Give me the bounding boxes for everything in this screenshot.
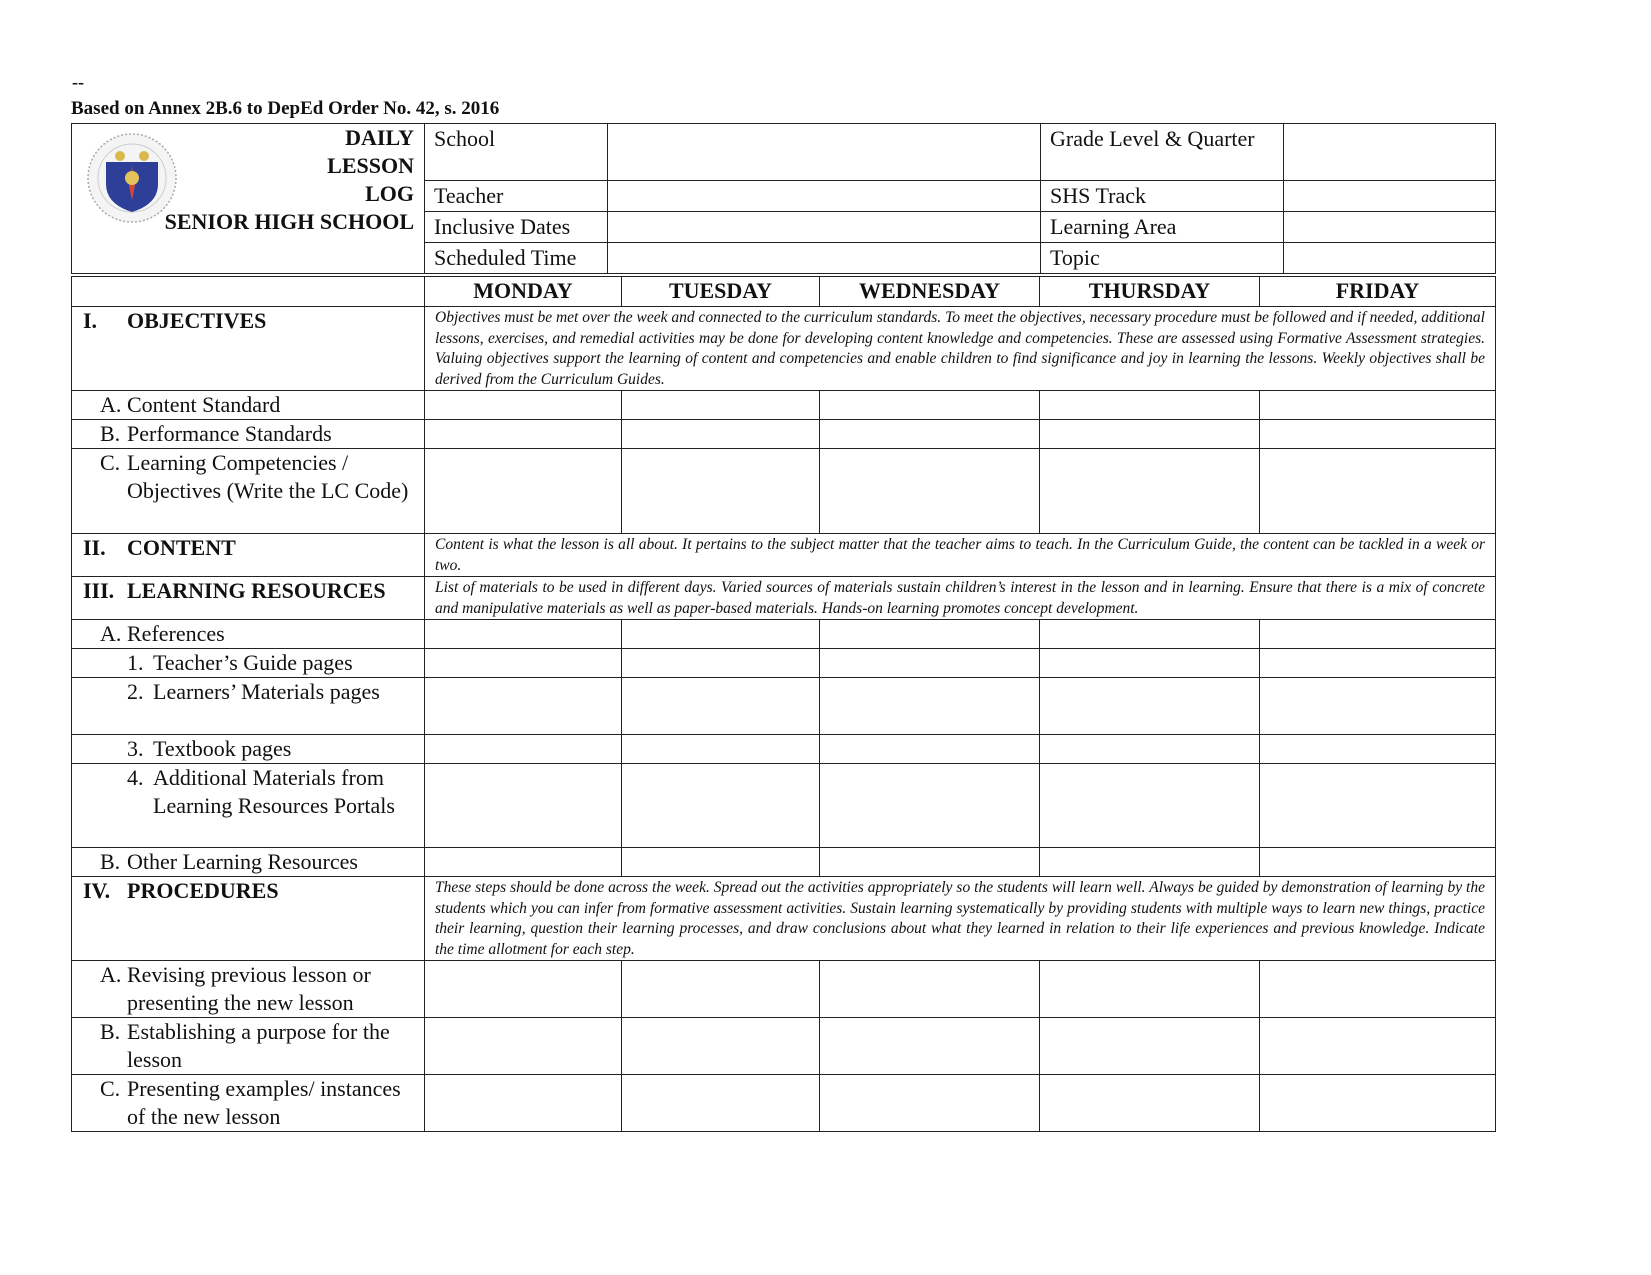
table-row [72,735,1496,764]
corner-cell [72,277,425,307]
section-description: Objectives must be met over the week and connected to the curriculum standards. To meet the objectives, necessary procedure must be followed and if needed, additional lessons, exercises, and remedial activities may be done for developing content knowledge and competencies. These are assessed using Formative Assessment strategies. Valuing objectives support the learning of content and competencies and enable children to find significance and joy in learning the lessons. Weekly objectives shall be derived from the Curriculum Guides. [425,307,1496,391]
section-description: These steps should be done across the week. Spread out the activities appropriately so the students will learn well. Always be guided by demonstration of learning by the students which you can infer from formative assessment activities. Sustain learning systematically by providing students with multiple ways to learn new things, practice their learning, question their learning processes, and draw conclusions about what they learned in relation to their life experiences and previous knowledge. Indicate the time allotment for each step. [425,877,1496,961]
tuesday-entry-cell[interactable] [622,961,820,1018]
thursday-entry-cell[interactable] [1040,420,1260,449]
monday-entry-cell[interactable] [425,764,622,848]
tuesday-entry-cell[interactable] [622,848,820,877]
learning-area-label: Learning Area [1041,212,1284,243]
row-label-cell [72,420,425,449]
table-row [72,1075,1496,1132]
row-number: B. [100,421,121,446]
row-label: Teacher’s Guide pages [153,650,353,675]
row-label: CONTENT [127,535,236,560]
row-label-cell [72,961,425,1018]
table-row [72,420,1496,449]
row-number: B. [100,849,121,874]
friday-entry-cell[interactable] [1260,391,1496,420]
row-label: Establishing a purpose for the lesson [127,1019,390,1072]
scheduled-time-label: Scheduled Time [425,243,608,274]
row-number: II. [83,535,106,560]
friday-entry-cell[interactable] [1260,420,1496,449]
day-tuesday: TUESDAY [622,277,820,307]
row-number: 3. [127,736,144,761]
row-number: III. [83,578,115,603]
thursday-entry-cell[interactable] [1040,735,1260,764]
shs-track-field[interactable] [1284,181,1496,212]
row-label-cell [72,1075,425,1132]
thursday-entry-cell[interactable] [1040,620,1260,649]
wednesday-entry-cell[interactable] [820,848,1040,877]
shs-track-label: SHS Track [1041,181,1284,212]
row-number: 1. [127,650,144,675]
tuesday-entry-cell[interactable] [622,620,820,649]
wednesday-entry-cell[interactable] [820,764,1040,848]
wednesday-entry-cell[interactable] [820,735,1040,764]
row-number: 4. [127,765,144,790]
friday-entry-cell[interactable] [1260,1075,1496,1132]
table-row [72,649,1496,678]
wednesday-entry-cell[interactable] [820,649,1040,678]
row-label-cell [72,449,425,534]
inclusive-dates-label: Inclusive Dates [425,212,608,243]
row-label: References [127,621,225,646]
row-number: I. [83,308,98,333]
row-number: A. [100,962,122,987]
monday-entry-cell[interactable] [425,1075,622,1132]
tuesday-entry-cell[interactable] [622,1075,820,1132]
row-label-cell [72,848,425,877]
friday-entry-cell[interactable] [1260,649,1496,678]
section-description: Content is what the lesson is all about. It pertains to the subject matter that the teacher aims to teach. In the Curriculum Guide, the content can be tackled in a week or two. [425,534,1496,577]
tuesday-entry-cell[interactable] [622,449,820,534]
monday-entry-cell[interactable] [425,1018,622,1075]
friday-entry-cell[interactable] [1260,449,1496,534]
thursday-entry-cell[interactable] [1040,678,1260,735]
row-label-cell [72,877,425,961]
row-label: Revising previous lesson or presenting the new lesson [127,962,371,1015]
section-description: List of materials to be used in different days. Varied sources of materials sustain children’s interest in the lesson and in learning. Ensure that there is a mix of concrete and manipulative materials as well as paper-based materials. Hands-on learning promotes concept development. [425,577,1496,620]
row-label-cell [72,577,425,620]
row-label-cell [72,307,425,391]
thursday-entry-cell[interactable] [1040,1075,1260,1132]
tuesday-entry-cell[interactable] [622,391,820,420]
day-monday: MONDAY [425,277,622,307]
title-cell [72,124,425,274]
monday-entry-cell[interactable] [425,735,622,764]
table-row [72,848,1496,877]
wednesday-entry-cell[interactable] [820,420,1040,449]
row-label-cell [72,620,425,649]
thursday-entry-cell[interactable] [1040,961,1260,1018]
monday-entry-cell[interactable] [425,391,622,420]
wednesday-entry-cell[interactable] [820,449,1040,534]
grade-level-field[interactable] [1284,124,1496,181]
row-label-cell [72,678,425,735]
table-row [72,1018,1496,1075]
row-number: C. [100,1076,121,1101]
table-row [72,764,1496,848]
table-row [72,449,1496,534]
row-label: Performance Standards [127,421,332,446]
tuesday-entry-cell[interactable] [622,1018,820,1075]
table-row [72,620,1496,649]
topic-label: Topic [1041,243,1284,274]
friday-entry-cell[interactable] [1260,678,1496,735]
wednesday-entry-cell[interactable] [820,678,1040,735]
monday-entry-cell[interactable] [425,848,622,877]
monday-entry-cell[interactable] [425,961,622,1018]
wednesday-entry-cell[interactable] [820,961,1040,1018]
row-label: Additional Materials from Learning Resources Portals [153,765,395,818]
table-row [72,391,1496,420]
row-label: Presenting examples/ instances of the new lesson [127,1076,401,1129]
row-label: Content Standard [127,392,281,417]
lesson-log-table [71,276,1496,1132]
monday-entry-cell[interactable] [425,649,622,678]
wednesday-entry-cell[interactable] [820,620,1040,649]
row-label-cell [72,534,425,577]
row-label-cell [72,649,425,678]
tuesday-entry-cell[interactable] [622,649,820,678]
monday-entry-cell[interactable] [425,420,622,449]
inclusive-dates-field[interactable] [608,212,1041,243]
monday-entry-cell[interactable] [425,620,622,649]
title-daily: DAILY [345,125,414,150]
thursday-entry-cell[interactable] [1040,649,1260,678]
section-row [72,307,1496,391]
day-header-row [72,277,1496,307]
teacher-label: Teacher [425,181,608,212]
section-row [72,534,1496,577]
scheduled-time-field[interactable] [608,243,1041,274]
table-row [72,678,1496,735]
row-label-cell [72,1018,425,1075]
row-label: PROCEDURES [127,878,279,903]
row-label: Learning Competencies / Objectives (Write the LC Code) [127,450,409,503]
school-field[interactable] [608,124,1041,181]
row-number: A. [100,621,122,646]
section-row [72,577,1496,620]
wednesday-entry-cell[interactable] [820,1075,1040,1132]
day-wednesday: WEDNESDAY [820,277,1040,307]
tuesday-entry-cell[interactable] [622,735,820,764]
section-row [72,877,1496,961]
learning-area-field[interactable] [1284,212,1496,243]
wednesday-entry-cell[interactable] [820,1018,1040,1075]
row-number: A. [100,392,122,417]
title-lesson: LESSON [327,153,414,178]
monday-entry-cell[interactable] [425,449,622,534]
friday-entry-cell[interactable] [1260,961,1496,1018]
day-thursday: THURSDAY [1040,277,1260,307]
header-table [71,123,1496,274]
thursday-entry-cell[interactable] [1040,1018,1260,1075]
row-label-cell [72,764,425,848]
teacher-field[interactable] [608,181,1041,212]
friday-entry-cell[interactable] [1260,735,1496,764]
row-label: OBJECTIVES [127,308,267,333]
row-number: B. [100,1019,121,1044]
top-mark: -- [72,72,84,92]
monday-entry-cell[interactable] [425,678,622,735]
friday-entry-cell[interactable] [1260,848,1496,877]
wednesday-entry-cell[interactable] [820,391,1040,420]
thursday-entry-cell[interactable] [1040,764,1260,848]
row-label: Other Learning Resources [127,849,358,874]
school-label: School [425,124,608,181]
grade-level-label: Grade Level & Quarter [1041,124,1284,181]
thursday-entry-cell[interactable] [1040,391,1260,420]
table-row [72,961,1496,1018]
row-number: C. [100,450,121,475]
topic-field[interactable] [1284,243,1496,274]
day-friday: FRIDAY [1260,277,1496,307]
row-label-cell [72,391,425,420]
basis-note: Based on Annex 2B.6 to DepEd Order No. 42, s. 2016 [71,98,500,119]
tuesday-entry-cell[interactable] [622,678,820,735]
row-label: LEARNING RESOURCES [127,578,386,603]
thursday-entry-cell[interactable] [1040,449,1260,534]
thursday-entry-cell[interactable] [1040,848,1260,877]
friday-entry-cell[interactable] [1260,764,1496,848]
row-number: IV. [83,878,111,903]
row-label: Learners’ Materials pages [153,679,380,704]
row-label: Textbook pages [153,736,292,761]
tuesday-entry-cell[interactable] [622,420,820,449]
friday-entry-cell[interactable] [1260,620,1496,649]
title-shs: SENIOR HIGH SCHOOL [164,209,414,234]
row-label-cell [72,735,425,764]
tuesday-entry-cell[interactable] [622,764,820,848]
title-log: LOG [365,181,414,206]
row-number: 2. [127,679,144,704]
friday-entry-cell[interactable] [1260,1018,1496,1075]
